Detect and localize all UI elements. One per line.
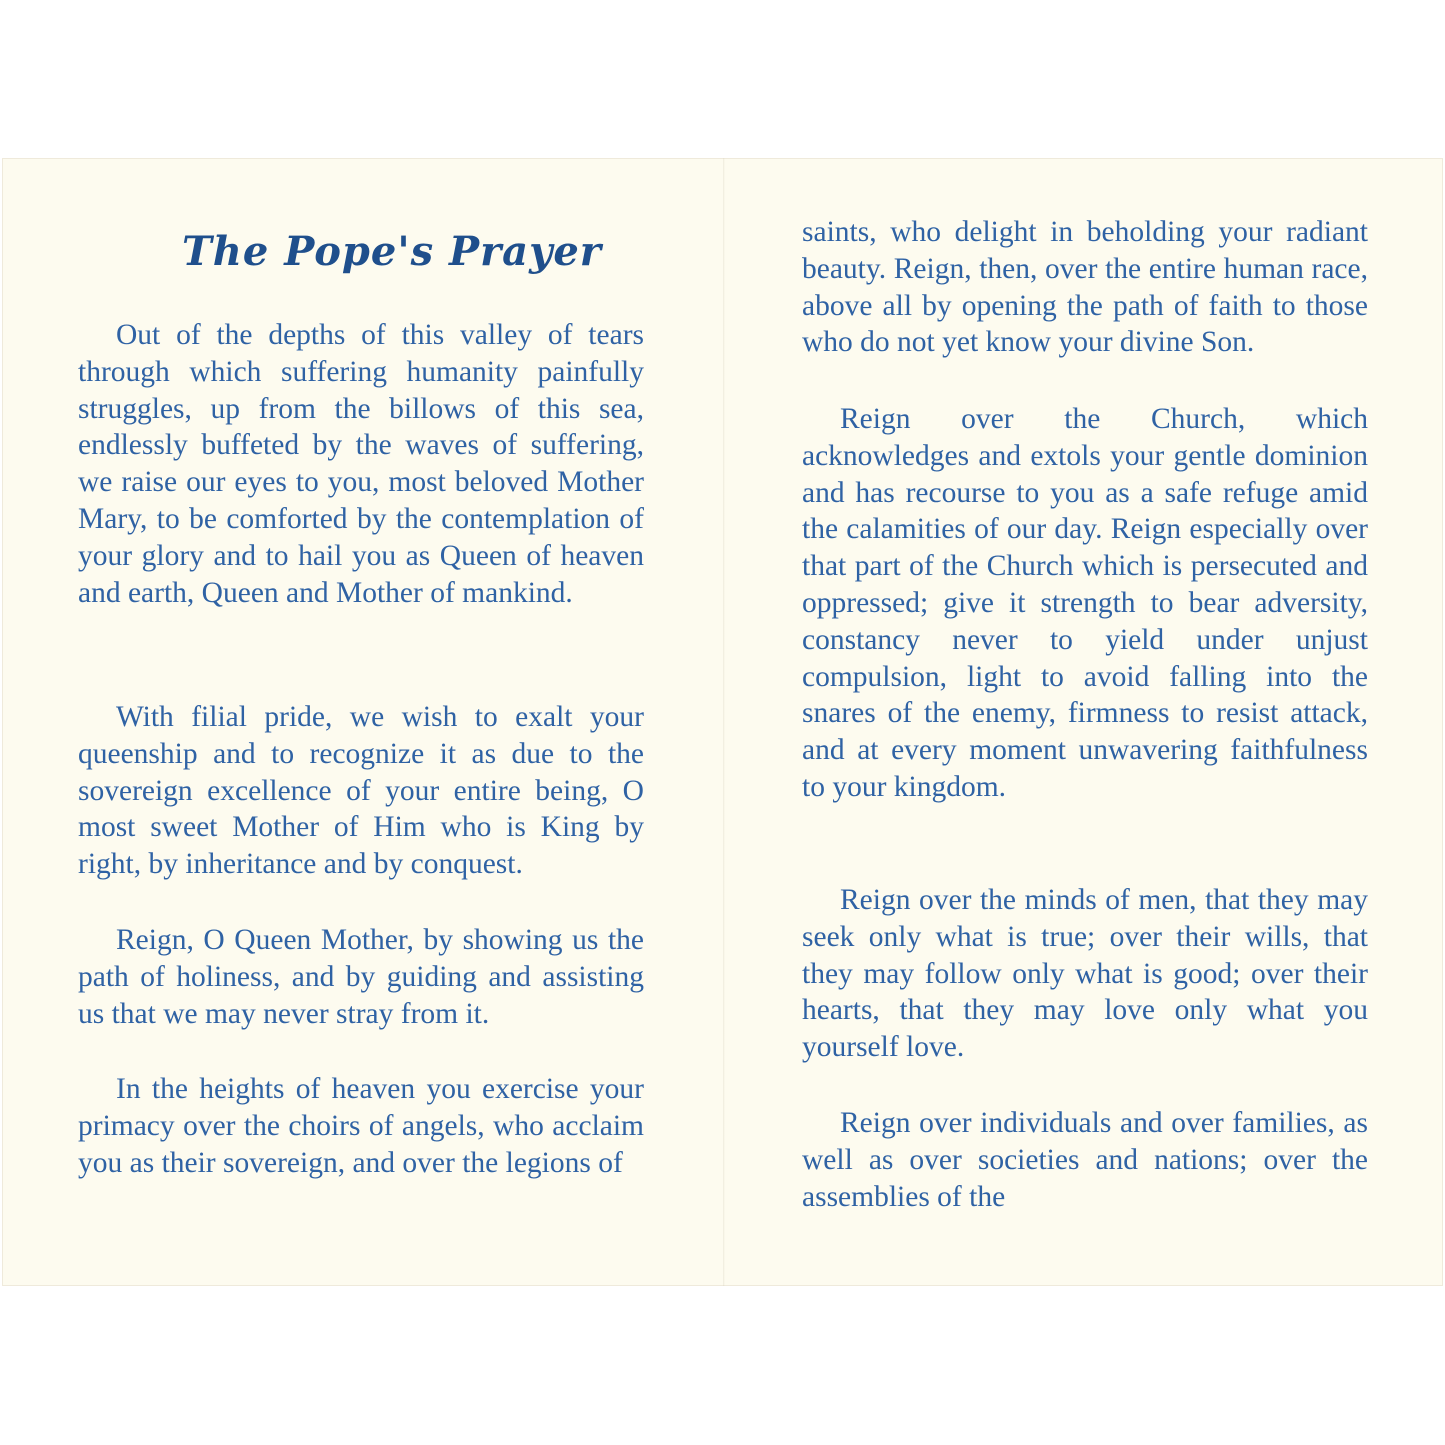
- paragraph: saints, who delight in beholding your radiant beauty. Reign, then, over the entire human race, above all by opening the path of faith to those who do not yet know your divine Son.: [802, 216, 1368, 359]
- left-page: [78, 158, 644, 1286]
- paragraph: Reign, O Queen Mother, by showing us the path of holiness, and by guiding and assisting us that we may never stray from it.: [78, 924, 644, 1030]
- prayer-title: The Pope's Prayer: [182, 228, 602, 275]
- paragraph: Reign over the minds of men, that they may seek only what is true; over their wills, that they may follow only what is good; over their hearts, that they may love only what you yourself love.: [802, 884, 1368, 1064]
- paragraph: In the heights of heaven you exercise your primacy over the choirs of angels, who acclaim you as their sovereign, and over the legions of: [78, 1073, 644, 1179]
- paragraph: Out of the depths of this valley of tears through which suffering humanity painfully struggles, up from the billows of this sea, endlessly buffeted by the waves of suffering, we raise our eyes to you, most beloved Mother Mary, to be comforted by the contemplation of your glory and to hail you as Queen of heaven and earth, Queen and Mother of mankind.: [78, 319, 644, 609]
- right-page: [802, 158, 1368, 1286]
- center-fold: [723, 158, 725, 1286]
- paragraph: Reign over the Church, which acknowledges and extols your gentle dominion and has recourse to you as a safe refuge amid the calamities of our day. Reign especially over that part of the Church which is persecuted and oppressed; give it strength to bear adversity, constancy never to yield under unjust compulsion, light to avoid falling into the snares of the enemy, firmness to resist attack, and at every moment unwavering faithfulness to your kingdom.: [802, 403, 1368, 803]
- prayer-card: [2, 158, 1443, 1286]
- paragraph: Reign over individuals and over families, as well as over societies and nations; over the assemblies of the: [802, 1107, 1368, 1213]
- paragraph: With filial pride, we wish to exalt your queenship and to recognize it as due to the sovereign excellence of your entire being, O most sweet Mother of Him who is King by right, by inheritance and by conquest.: [78, 701, 644, 881]
